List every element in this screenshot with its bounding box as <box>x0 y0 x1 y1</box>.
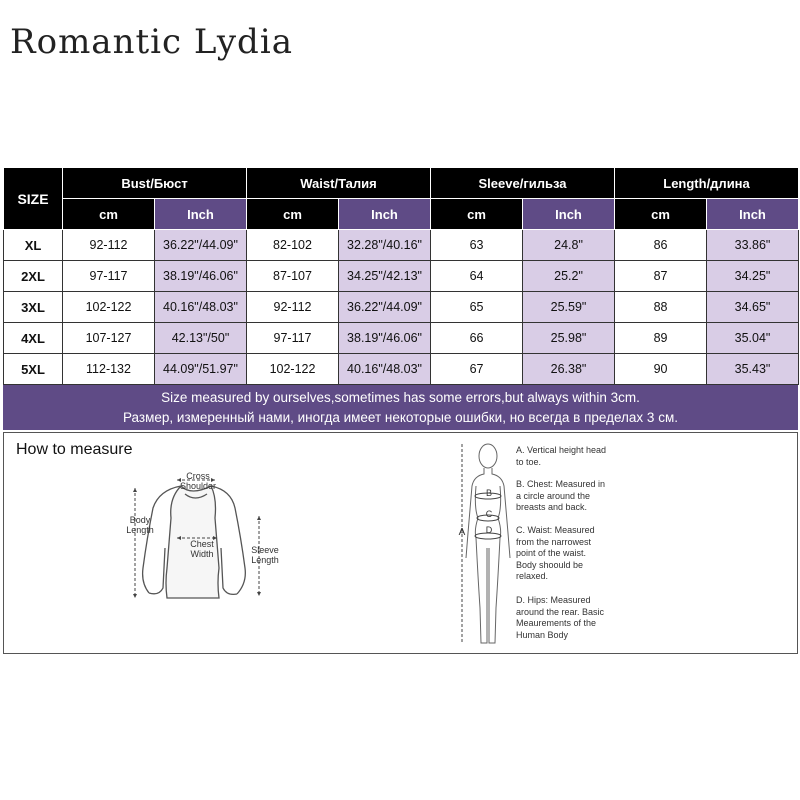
label-sleeve-length: Sleeve Length <box>251 545 279 565</box>
cm-cell: 87-107 <box>247 261 339 292</box>
cm-cell: 90 <box>615 354 707 385</box>
notice-line-english: Size measured by ourselves,sometimes has some errors,but always within 3cm. <box>161 390 640 405</box>
inch-cell: 36.22"/44.09" <box>155 230 247 261</box>
cm-cell: 102-122 <box>63 292 155 323</box>
inch-cell: 32.28"/40.16" <box>339 230 431 261</box>
subheader-cm: cm <box>247 199 339 230</box>
inch-cell: 35.04" <box>707 323 799 354</box>
inch-cell: 38.19"/46.06" <box>155 261 247 292</box>
inch-cell: 38.19"/46.06" <box>339 323 431 354</box>
size-label: 2XL <box>4 261 63 292</box>
label-cross-shoulder: Cross Shoulder <box>179 471 217 491</box>
inch-cell: 24.8" <box>523 230 615 261</box>
inch-cell: 42.13"/50" <box>155 323 247 354</box>
subheader-inch: Inch <box>155 199 247 230</box>
note-b: B. Chest: Measured in a circle around the breasts and back. <box>516 479 606 512</box>
table-row <box>4 323 799 354</box>
cm-cell: 92-112 <box>63 230 155 261</box>
cm-cell: 64 <box>431 261 523 292</box>
inch-cell: 44.09"/51.97" <box>155 354 247 385</box>
cm-cell: 89 <box>615 323 707 354</box>
notice-line-russian: Размер, измеренный нами, иногда имеет некоторые ошибки, но всегда в пределах 3 см. <box>123 410 678 425</box>
inch-cell: 34.25" <box>707 261 799 292</box>
label-body-length: Body Length <box>126 515 154 535</box>
size-label: 5XL <box>4 354 63 385</box>
table-row <box>4 230 799 261</box>
size-label: 4XL <box>4 323 63 354</box>
cm-cell: 97-117 <box>247 323 339 354</box>
brand-logo: Romantic Lydia <box>10 22 293 62</box>
size-chart-table <box>3 167 799 385</box>
table-row <box>4 354 799 385</box>
cm-cell: 63 <box>431 230 523 261</box>
cm-cell: 66 <box>431 323 523 354</box>
subheader-inch: Inch <box>523 199 615 230</box>
subheader-cm: cm <box>63 199 155 230</box>
group-header-bust: Bust/Бюст <box>63 168 247 199</box>
subheader-inch: Inch <box>339 199 431 230</box>
inch-cell: 34.65" <box>707 292 799 323</box>
inch-cell: 33.86" <box>707 230 799 261</box>
subheader-cm: cm <box>431 199 523 230</box>
marker-b: B <box>485 488 492 498</box>
how-to-measure-title: How to measure <box>16 441 133 458</box>
label-chest-width: Chest Width <box>190 539 214 559</box>
cm-cell: 112-132 <box>63 354 155 385</box>
inch-cell: 40.16"/48.03" <box>155 292 247 323</box>
cm-cell: 107-127 <box>63 323 155 354</box>
measurement-notice <box>3 385 798 430</box>
table-row <box>4 261 799 292</box>
group-header-length: Length/длина <box>615 168 799 199</box>
inch-cell: 25.2" <box>523 261 615 292</box>
inch-cell: 25.59" <box>523 292 615 323</box>
size-label: XL <box>4 230 63 261</box>
table-row <box>4 292 799 323</box>
how-to-measure-panel <box>3 432 798 654</box>
cm-cell: 97-117 <box>63 261 155 292</box>
subheader-cm: cm <box>615 199 707 230</box>
body-diagram <box>454 438 514 653</box>
inch-cell: 25.98" <box>523 323 615 354</box>
note-a: A. Vertical height head to toe. <box>516 445 607 467</box>
note-c: C. Waist: Measured from the narrowest point of the waist. Body shoould be relaxed. <box>516 525 595 581</box>
cm-cell: 86 <box>615 230 707 261</box>
cm-cell: 65 <box>431 292 523 323</box>
group-header-waist: Waist/Талия <box>247 168 431 199</box>
cm-cell: 92-112 <box>247 292 339 323</box>
marker-d: D <box>485 525 493 535</box>
marker-c: C <box>485 509 493 519</box>
note-d: D. Hips: Measured around the rear. Basic Meaurements of the Human Body <box>516 595 605 640</box>
group-header-sleeve: Sleeve/гильза <box>431 168 615 199</box>
inch-cell: 40.16"/48.03" <box>339 354 431 385</box>
cm-cell: 87 <box>615 261 707 292</box>
inch-cell: 35.43" <box>707 354 799 385</box>
cm-cell: 102-122 <box>247 354 339 385</box>
cm-cell: 82-102 <box>247 230 339 261</box>
marker-a: A <box>458 527 466 538</box>
cm-cell: 88 <box>615 292 707 323</box>
inch-cell: 34.25"/42.13" <box>339 261 431 292</box>
size-label: 3XL <box>4 292 63 323</box>
cm-cell: 67 <box>431 354 523 385</box>
subheader-inch: Inch <box>707 199 799 230</box>
inch-cell: 36.22"/44.09" <box>339 292 431 323</box>
size-header: SIZE <box>4 168 63 230</box>
inch-cell: 26.38" <box>523 354 615 385</box>
